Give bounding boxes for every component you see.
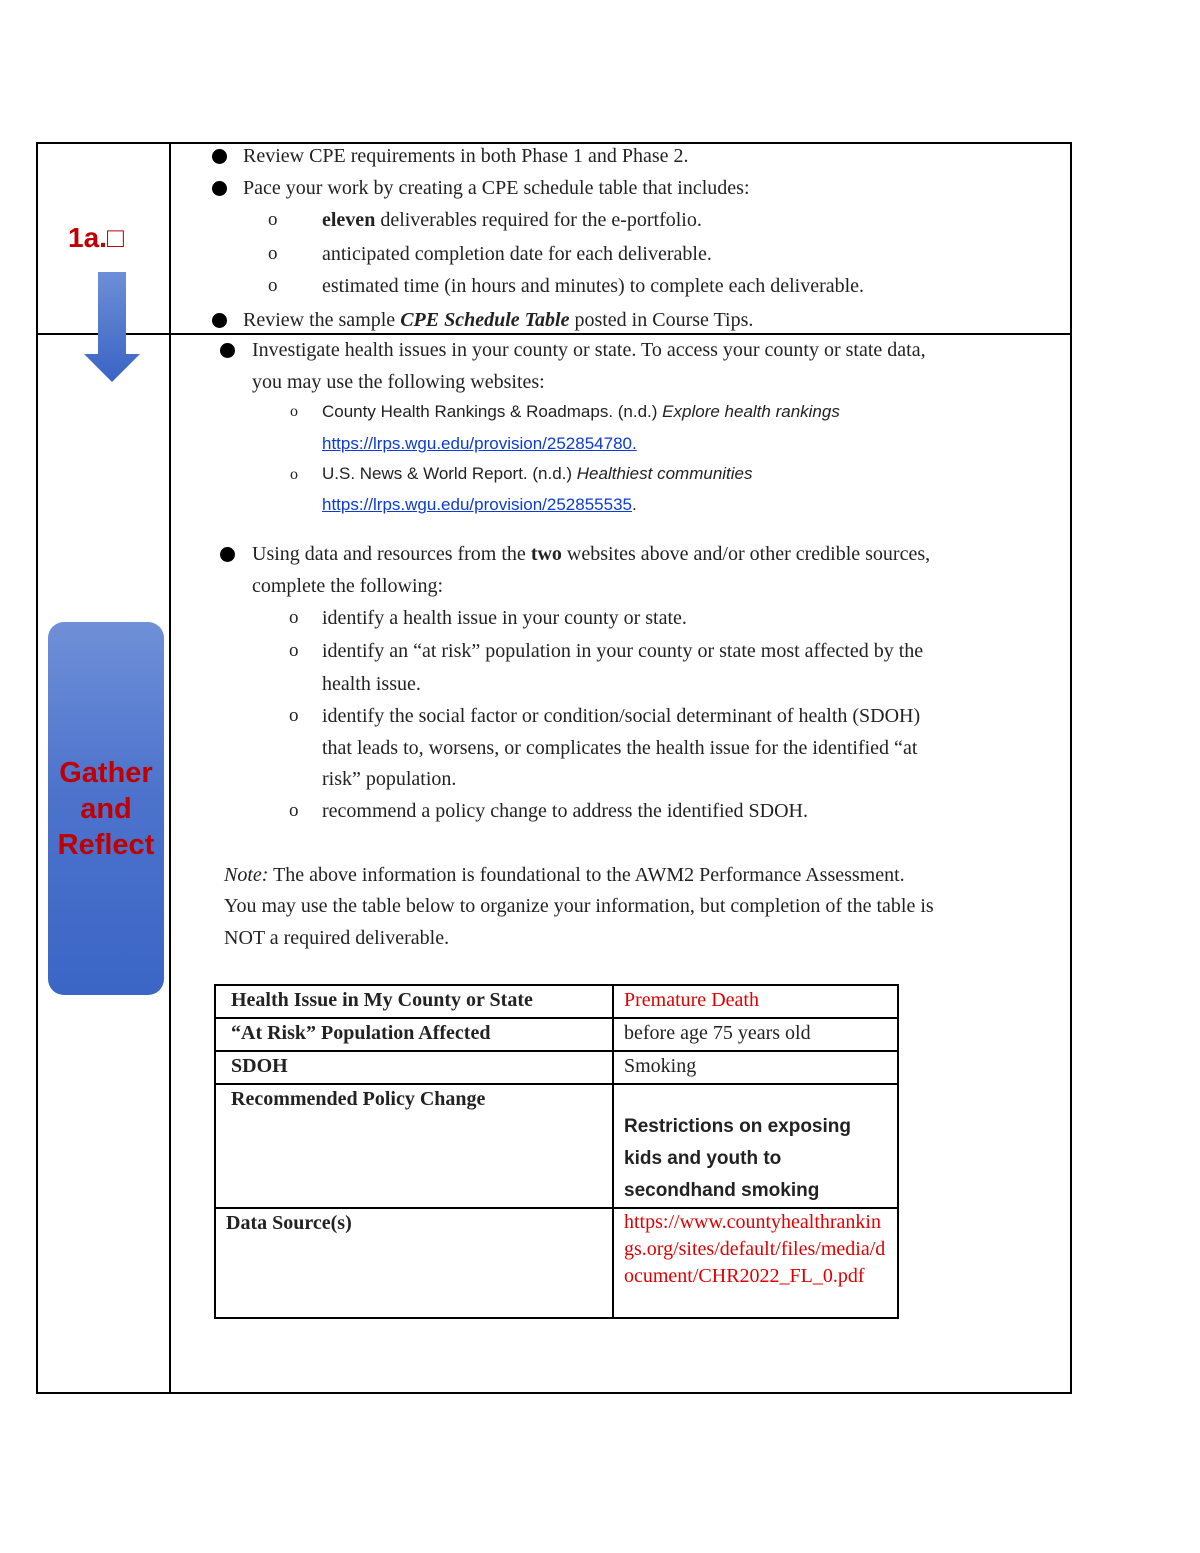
table-value-cell: Restrictions on exposing kids and youth to secondhand smoking — [613, 1084, 898, 1208]
sub-bullet-icon: o — [268, 243, 278, 264]
sub-bullet-icon: o — [290, 403, 298, 420]
table-label-cell: Health Issue in My County or State — [215, 985, 613, 1018]
source-link[interactable]: https://lrps.wgu.edu/provision/252855535. — [322, 495, 637, 514]
requirement-item: Review CPE requirements in both Phase 1 and Phase 2. — [243, 145, 689, 167]
table-row — [215, 1208, 898, 1318]
task-item: recommend a policy change to address the identified SDOH. — [322, 800, 808, 822]
sub-bullet-icon: o — [289, 800, 299, 821]
sub-bullet-icon: o — [268, 209, 278, 230]
table-label-cell: Recommended Policy Change — [215, 1084, 613, 1208]
task-item: identify an “at risk” population in your county or state most affected by the — [322, 640, 924, 662]
task-item: that leads to, worsens, or complicates the health issue for the identified “at — [322, 737, 918, 759]
source-citation: U.S. News & World Report. (n.d.) Healthiest communities — [322, 464, 753, 483]
bullet-icon — [212, 313, 227, 328]
requirement-item: Review the sample CPE Schedule Table posted in Course Tips. — [243, 309, 754, 331]
table-value-cell: before age 75 years old — [613, 1018, 898, 1051]
schedule-item: eleven deliverables required for the e-portfolio. — [322, 209, 702, 231]
task-item: identify the social factor or condition/social determinant of health (SDOH) — [322, 705, 921, 727]
bullet-icon — [212, 181, 227, 196]
bullet-icon — [212, 149, 227, 164]
instruction-line: you may use the following websites: — [252, 371, 545, 393]
source-citation: County Health Rankings & Roadmaps. (n.d.) Explore health rankings — [322, 402, 840, 421]
schedule-item: anticipated completion date for each deliverable. — [322, 243, 712, 265]
source-link[interactable]: https://lrps.wgu.edu/provision/252854780. — [322, 434, 637, 453]
task-item: health issue. — [322, 673, 421, 695]
note-line: NOT a required deliverable. — [224, 927, 450, 949]
sub-bullet-icon: o — [289, 607, 299, 628]
table-row — [215, 1084, 898, 1208]
bullet-icon — [220, 547, 235, 562]
step-number: 1a.□ — [68, 222, 124, 253]
requirement-item: Pace your work by creating a CPE schedule table that includes: — [243, 177, 750, 199]
sub-bullet-icon: o — [290, 466, 298, 483]
table-row — [215, 1018, 898, 1051]
table-row — [215, 985, 898, 1018]
instruction-line: Investigate health issues in your county or state. To access your county or state data, — [252, 339, 926, 361]
table-label-cell: “At Risk” Population Affected — [215, 1018, 613, 1051]
schedule-item: estimated time (in hours and minutes) to complete each deliverable. — [322, 275, 865, 297]
health-issue-table — [214, 984, 899, 1319]
sub-bullet-icon: o — [289, 640, 299, 661]
phase-box — [48, 622, 164, 995]
down-arrow-icon — [84, 272, 140, 384]
table-label-cell: SDOH — [215, 1051, 613, 1084]
note-line: Note: The above information is foundational to the AWM2 Performance Assessment. — [224, 864, 905, 886]
table-value-cell: Smoking — [613, 1051, 898, 1084]
table-value-cell — [613, 1208, 898, 1318]
instruction-line: Using data and resources from the two websites above and/or other credible sources, — [252, 543, 931, 565]
sub-bullet-icon: o — [268, 275, 278, 296]
sub-bullet-icon: o — [289, 705, 299, 726]
table-label-cell: Data Source(s) — [215, 1208, 613, 1318]
phase-label: Gather and Reflect — [57, 756, 155, 861]
table-value-cell: Premature Death — [613, 985, 898, 1018]
task-item: identify a health issue in your county or state. — [322, 607, 687, 629]
task-item: risk” population. — [322, 768, 457, 790]
note-line: You may use the table below to organize your information, but completion of the table is — [224, 895, 934, 917]
data-source-link[interactable]: https://www.countyhealthrankings.org/sites/default/files/media/document/CHR2022_FL_0.pdf — [624, 1211, 886, 1287]
column-divider — [169, 142, 171, 1394]
instruction-line: complete the following: — [252, 575, 444, 597]
table-row — [215, 1051, 898, 1084]
bullet-icon — [220, 343, 235, 358]
